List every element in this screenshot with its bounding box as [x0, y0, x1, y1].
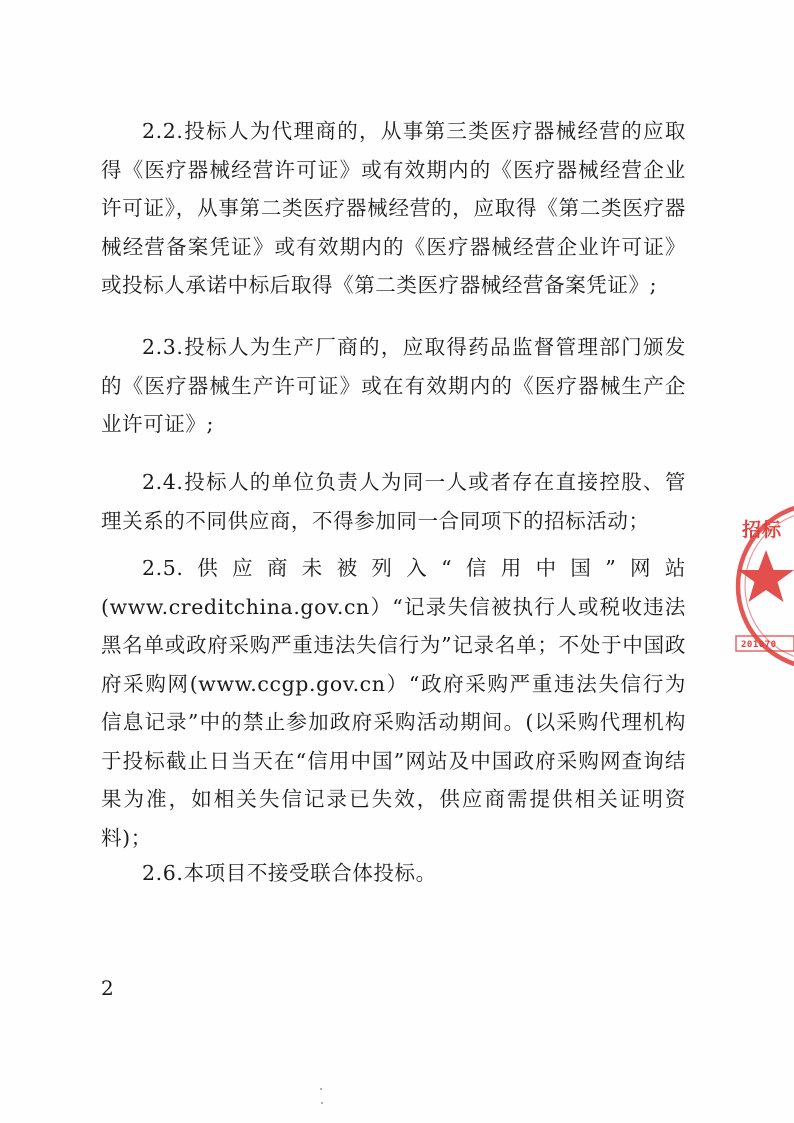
seal-text: 招标: [742, 519, 783, 541]
scan-speck: [321, 1102, 323, 1104]
page-number: 2: [101, 976, 114, 1000]
seal-date: 201070: [741, 640, 777, 650]
scan-speck: [320, 1088, 322, 1090]
paragraph-2-3: 2.3.投标人为生产厂商的，应取得药品监督管理部门颁发的《医疗器械生产许可证》或在有效期内的《医疗器械生产企业许可证》;: [101, 335, 686, 436]
official-seal: [728, 496, 794, 678]
paragraph-2-2: 2.2.投标人为代理商的，从事第三类医疗器械经营的应取得《医疗器械经营许可证》或有效期内的《医疗器械经营企业许可证》，从事第二类医疗器械经营的，应取得《第二类医疗器械经营备案凭证》或有效期内的《医疗器械经营企业许可证》或投标人承诺中标后取得《第二类医疗器械经营备案凭证》;: [101, 119, 686, 297]
paragraph-2-5: 2.5.供应商未被列入“信用中国”网站(www.creditchina.gov.cn）“记录失信被执行人或税收违法黑名单或政府采购严重违法失信行为”记录名单；不处于中国政府采购网(www.ccgp.gov.cn）“政府采购严重违法失信行为信息记录”中的禁止参加政府采购活动期间。(以采购代理机构于投标截止日当天在“信用中国”网站及中国政府采购网查询结果为准，如相关失信记录已失效，供应商需提供相关证明资料)；: [101, 556, 686, 850]
paragraph-2-6: 2.6.本项目不接受联合体投标。: [142, 861, 437, 885]
paragraph-2-4: 2.4.投标人的单位负责人为同一人或者存在直接控股、管理关系的不同供应商，不得参加同一合同项下的招标活动；: [101, 470, 686, 533]
